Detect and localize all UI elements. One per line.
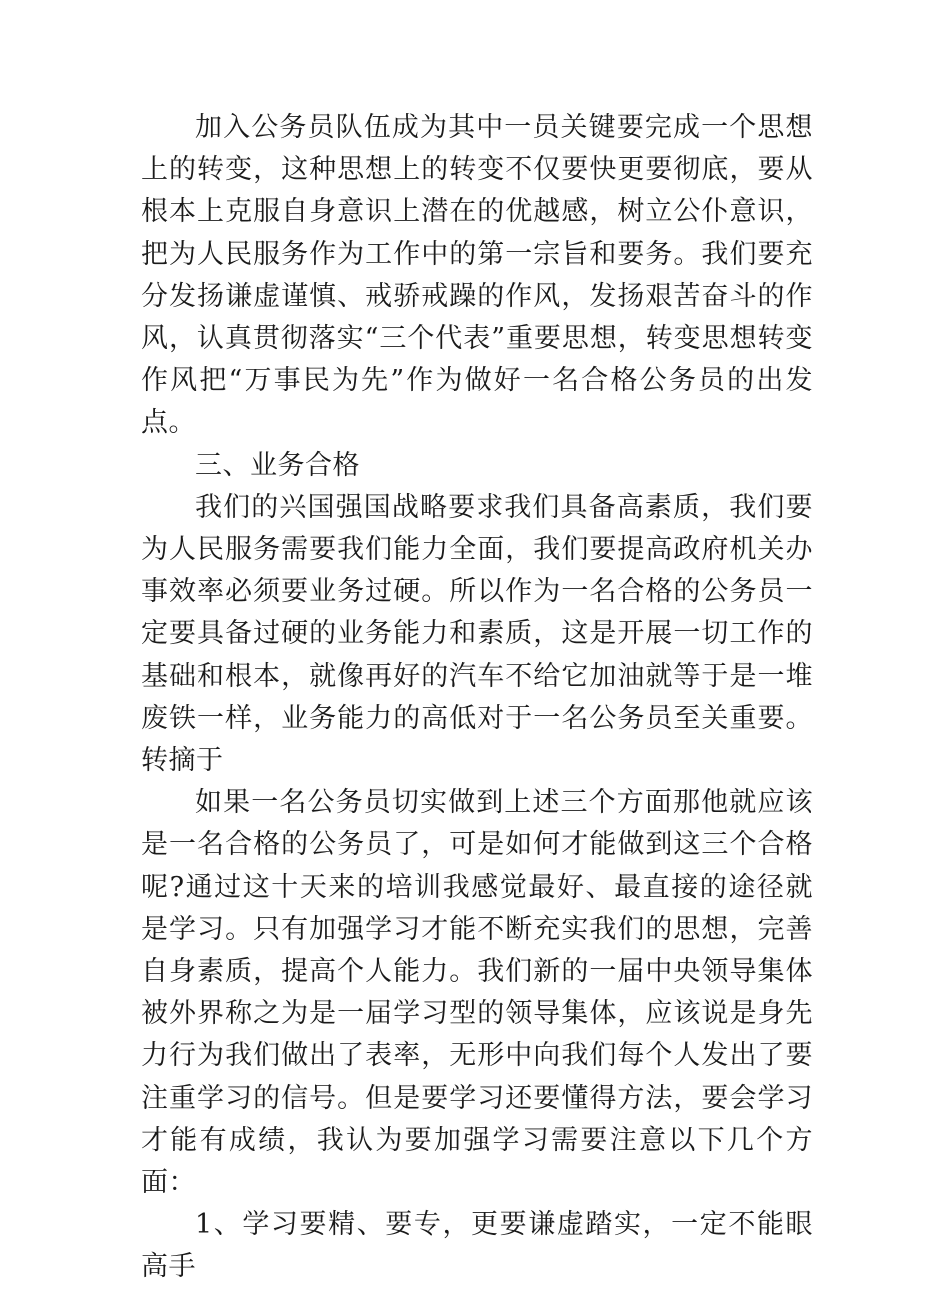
paragraph-mindset-change: 加入公务员队伍成为其中一员关键要完成一个思想上的转变，这种思想上的转变不仅要快更要彻底，要从根本上克服自身意识上潜在的优越感，树立公仆意识，把为人民服务作为工作中的第一宗旨和要务。我们要充分发扬谦虚谨慎、戒骄戒躁的作风，发扬艰苦奋斗的作风，认真贯彻落实“三个代表”重要思想，转变思想转变作风把“万事民为先”作为做好一名合格公务员的出发点。 [141,112,813,439]
paragraph-business-ability: 我们的兴国强国战略要求我们具备高素质，我们要为人民服务需要我们能力全面，我们要提高政府机关办事效率必须要业务过硬。所以作为一名合格的公务员一定要具备过硬的业务能力和素质，这是开展一切工作的基础和根本，就像再好的汽车不给它加油就等于是一堆废铁一样，业务能力的高低对于一名公务员至关重要。转摘于 [141,491,813,777]
document-body [141,107,813,1289]
section-heading-business-qualified: 三、业务合格 [195,449,360,481]
list-item-learning-point-1: 1、学习要精、要专，更要谦虚踏实，一定不能眼高手 [141,1209,813,1283]
paragraph-learning: 如果一名公务员切实做到上述三个方面那他就应该是一名合格的公务员了，可是如何才能做到这三个合格呢?通过这十天来的培训我感觉最好、最直接的途径就是学习。只有加强学习才能不断充实我们的思想，完善自身素质，提高个人能力。我们新的一届中央领导集体被外界称之为是一届学习型的领导集体，应该说是身先力行为我们做出了表率，无形中向我们每个人发出了要注重学习的信号。但是要学习还要懂得方法，要会学习才能有成绩，我认为要加强学习需要注意以下几个方面： [141,787,813,1199]
